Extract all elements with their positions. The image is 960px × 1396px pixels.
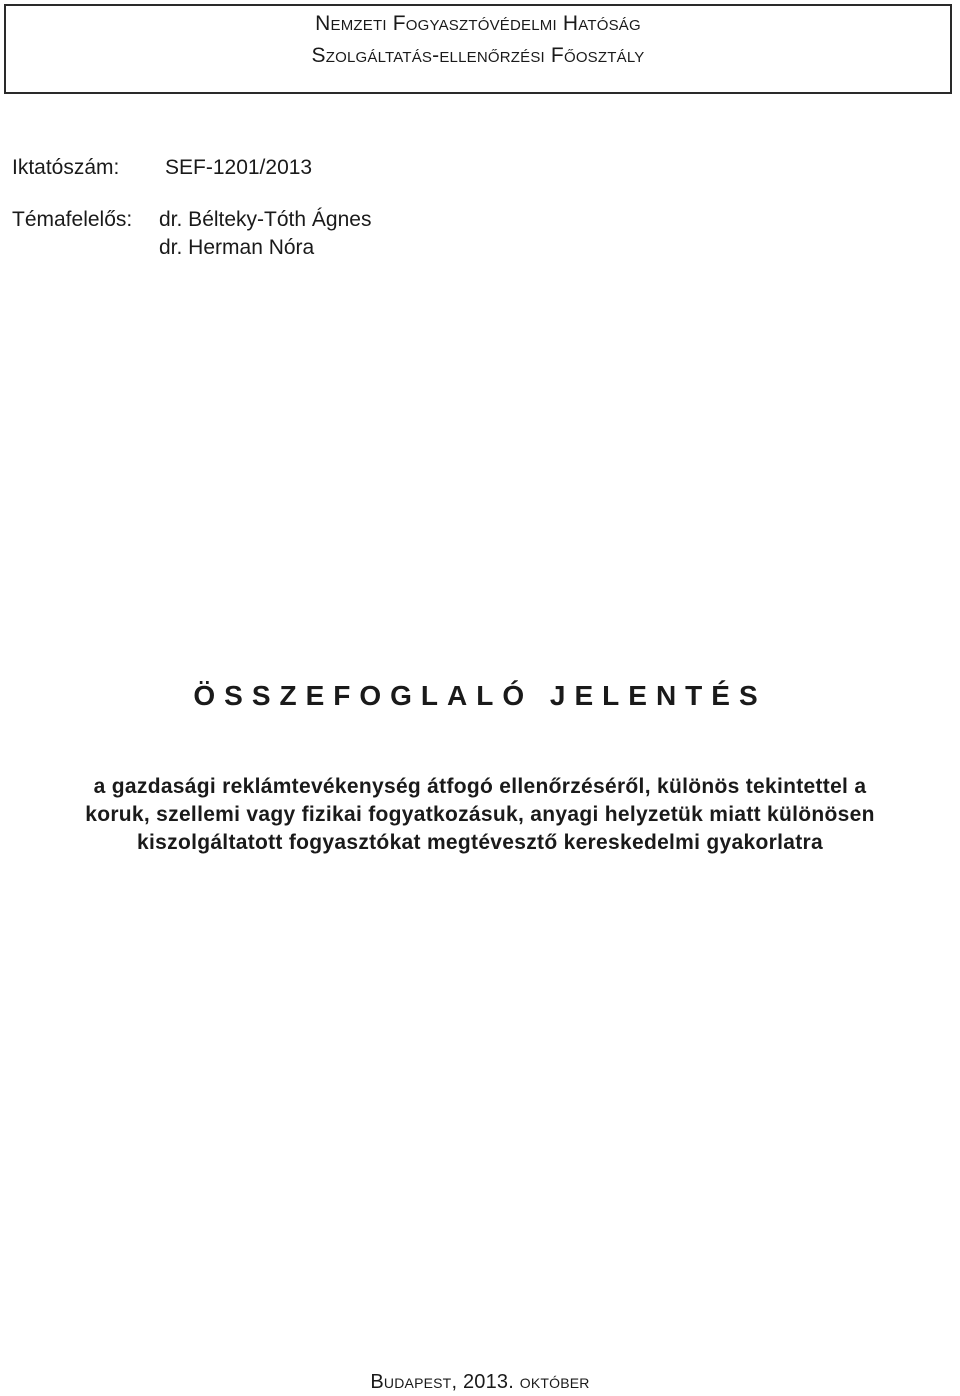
registration-number: SEF-1201/2013 [165,156,313,179]
subtitle-line: kiszolgáltatott fogyasztókat megtévesztő kereskedelmi gyakorlatra [137,831,823,854]
registration-label: Iktatószám: [12,156,120,179]
responsible-person-1: dr. Bélteky-Tóth Ágnes [159,208,372,231]
document-subtitle [20,773,940,857]
subtitle-line: a gazdasági reklámtevékenység átfogó ellenőrzéséről, különös tekintettel a [93,775,867,798]
subtitle-line: koruk, szellemi vagy fizikai fogyatkozásuk, anyagi helyzetük miatt különösen [85,803,875,826]
agency-header-box [4,4,952,94]
responsible-person-2: dr. Herman Nóra [159,236,315,259]
responsible-label: Témafelelős: [12,208,133,231]
document-title: ÖSSZEFOGLALÓ JELENTÉS [193,680,767,711]
department-name: Szolgáltatás-ellenőrzési Főosztály [311,44,645,67]
place-and-date: Budapest, 2013. október [370,1371,590,1393]
agency-name: Nemzeti Fogyasztóvédelmi Hatóság [315,12,641,35]
